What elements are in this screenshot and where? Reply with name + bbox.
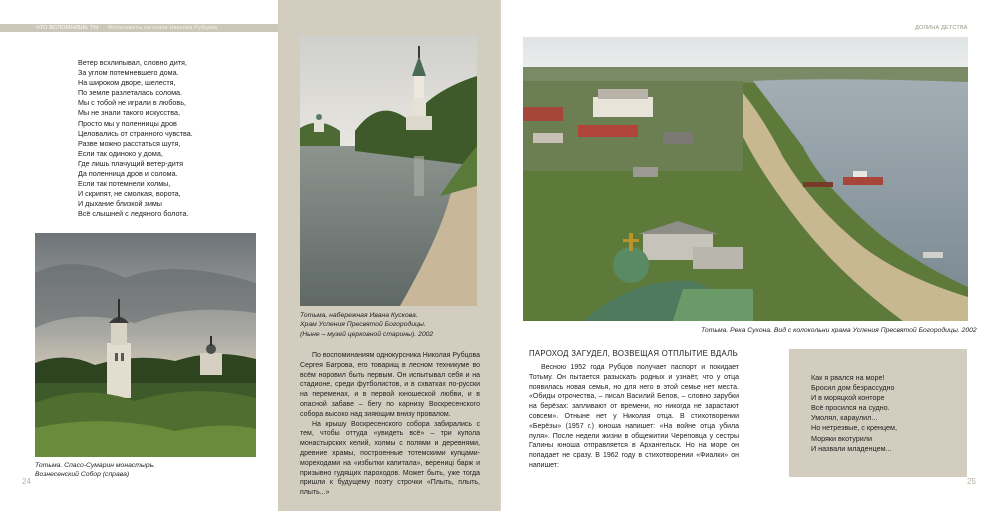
- photo-totma-embankment: [300, 36, 477, 306]
- poem-line: И дыхание близкой зимы: [78, 199, 162, 209]
- photo1-caption: [35, 461, 155, 480]
- left-body-text: [300, 351, 480, 498]
- poem-line: Если так потемнели холмы,: [78, 179, 171, 189]
- poem-line: Просто мы у поленницы дров: [78, 118, 177, 128]
- poem-line: Как я рвался на море!: [811, 373, 885, 382]
- left-poem: [78, 58, 193, 220]
- poem-line: Ветер всхлипывал, словно дитя,: [78, 58, 187, 67]
- page-number-right: 25: [967, 477, 976, 486]
- river-photo-caption-line: Тотьма. Река Сухона. Вид с колокольни храма Успения Пресвятой Богородицы. 2002: [701, 327, 977, 334]
- poem-line: Умолял, караулил...: [811, 413, 878, 423]
- poem-line: Моряки вкотурили: [811, 433, 873, 443]
- left-header-title: ЧТО ВСПОМНИШЬ ТЫ: [36, 25, 99, 31]
- right-header-title: ДОЛИНА ДЕТСТВА: [915, 25, 968, 31]
- poem-line: На широком дворе, шелестя,: [78, 78, 176, 88]
- poem-line: И назвали младенцем...: [811, 443, 892, 453]
- photo-sukhona-river: [523, 37, 968, 321]
- poem-line: Разве можно расстаться шутя,: [78, 138, 181, 148]
- body-paragraph: По воспоминаниям однокурсника Николая Рубцова Сергея Багрова, его товарищ в лесном техникуме во всём норовил быть первым. Он испытывал себя и на стадионе, среди футболистов, и в схватках по-русски на переменах, и в первой юношеской любви, и в опасной забаве – бегу по карнизу Воскресенского собора высоко над зияющим внизу провалом.: [300, 352, 480, 418]
- photo2-caption-line: (Ныне – музей церковной старины). 2002: [300, 330, 434, 338]
- body-paragraph: Весною 1952 года Рубцов получает паспорт и покидает Тотьму. Он пытается разыскать родных и узнаёт, что у отца появилась новая семья, но для него в этой семье нет места. «Обиды отрочества, – писал Василий Белов, – словно зарубки на берёзах: запливают от времени, но никогда не зарастают совсем». Отныне нет у Николая отца. В стихотворении «Берёзы» (1957 г.) юноша напишет: «На войне отца убила пуля». После недели жизни в общежитии Череповца у сестры Галины юноша отправляется в Архангельск. Но на море он попадает не сразу. В 1962 году в стихотворении «Фиалки» он напишет:: [529, 364, 739, 469]
- photo2-caption: [300, 311, 433, 339]
- poem-line: И в моряцкой конторе: [811, 393, 885, 403]
- photo1-caption-line: Вознесенский Собор (справа): [35, 471, 130, 479]
- poem-line: Целовались от странного чувства.: [78, 128, 193, 138]
- poem-line: За углом потемневшего дома.: [78, 68, 179, 78]
- photo1-caption-line: Тотьма. Спасо-Сумарин монастырь.: [35, 462, 156, 469]
- poem-line: Где лишь плачущий ветер-дитя: [78, 158, 184, 168]
- poem-line: Мы не знали такого искусства,: [78, 108, 181, 118]
- poem-line: Если так одиноко у дома,: [78, 148, 163, 158]
- photo-spaso-sumarin-monastery: [35, 233, 256, 457]
- poem-line: Но нетрезвые, с кренцем,: [811, 423, 897, 433]
- page-number-left: 24: [22, 477, 31, 486]
- right-page: [500, 0, 1000, 511]
- body-paragraph: На крышу Воскресенского собора забирались с тем, чтобы оттуда «увидеть всё» – три купола монастырских келий, холмы с полями и деревнями, древние храмы, построенные тотемскими купцами-мореходами на «избытки капитала», верениці барж и призывно гудящих пароходов. Может быть, уже тогда пришли к будущему поэту строчки «Плыть, плыть, плыть...»: [300, 420, 480, 497]
- poem-line: И скрипят, не смолкая, ворота,: [78, 189, 181, 199]
- poem-line: Бросил дом безрассудно: [811, 383, 895, 393]
- poem-line: Да поленница дров и солома.: [78, 169, 178, 179]
- section-heading: ПАРОХОД ЗАГУДЕЛ, ВОЗВЕЩАЯ ОТПЛЫТИЕ ВДАЛЬ: [529, 349, 739, 358]
- right-body-text: [529, 363, 739, 471]
- poem-line: По земле разлеталась солома.: [78, 88, 183, 98]
- poem-line: Всё просился на судно.: [811, 403, 890, 413]
- right-poem: [811, 373, 897, 454]
- photo2-caption-line: Тотьма, набережная Ивана Кускова.: [300, 312, 418, 319]
- poem-line: Всё слышней с ледяного болота.: [78, 209, 189, 219]
- left-header-subtitle: Фотосюжеты на стихи Николая Рубцова: [108, 25, 218, 31]
- river-photo-caption: [701, 326, 977, 335]
- photo2-caption-line: Храм Успения Пресвятой Богородицы.: [300, 321, 426, 329]
- poem-line: Мы с тобой не играли в любовь,: [78, 98, 186, 108]
